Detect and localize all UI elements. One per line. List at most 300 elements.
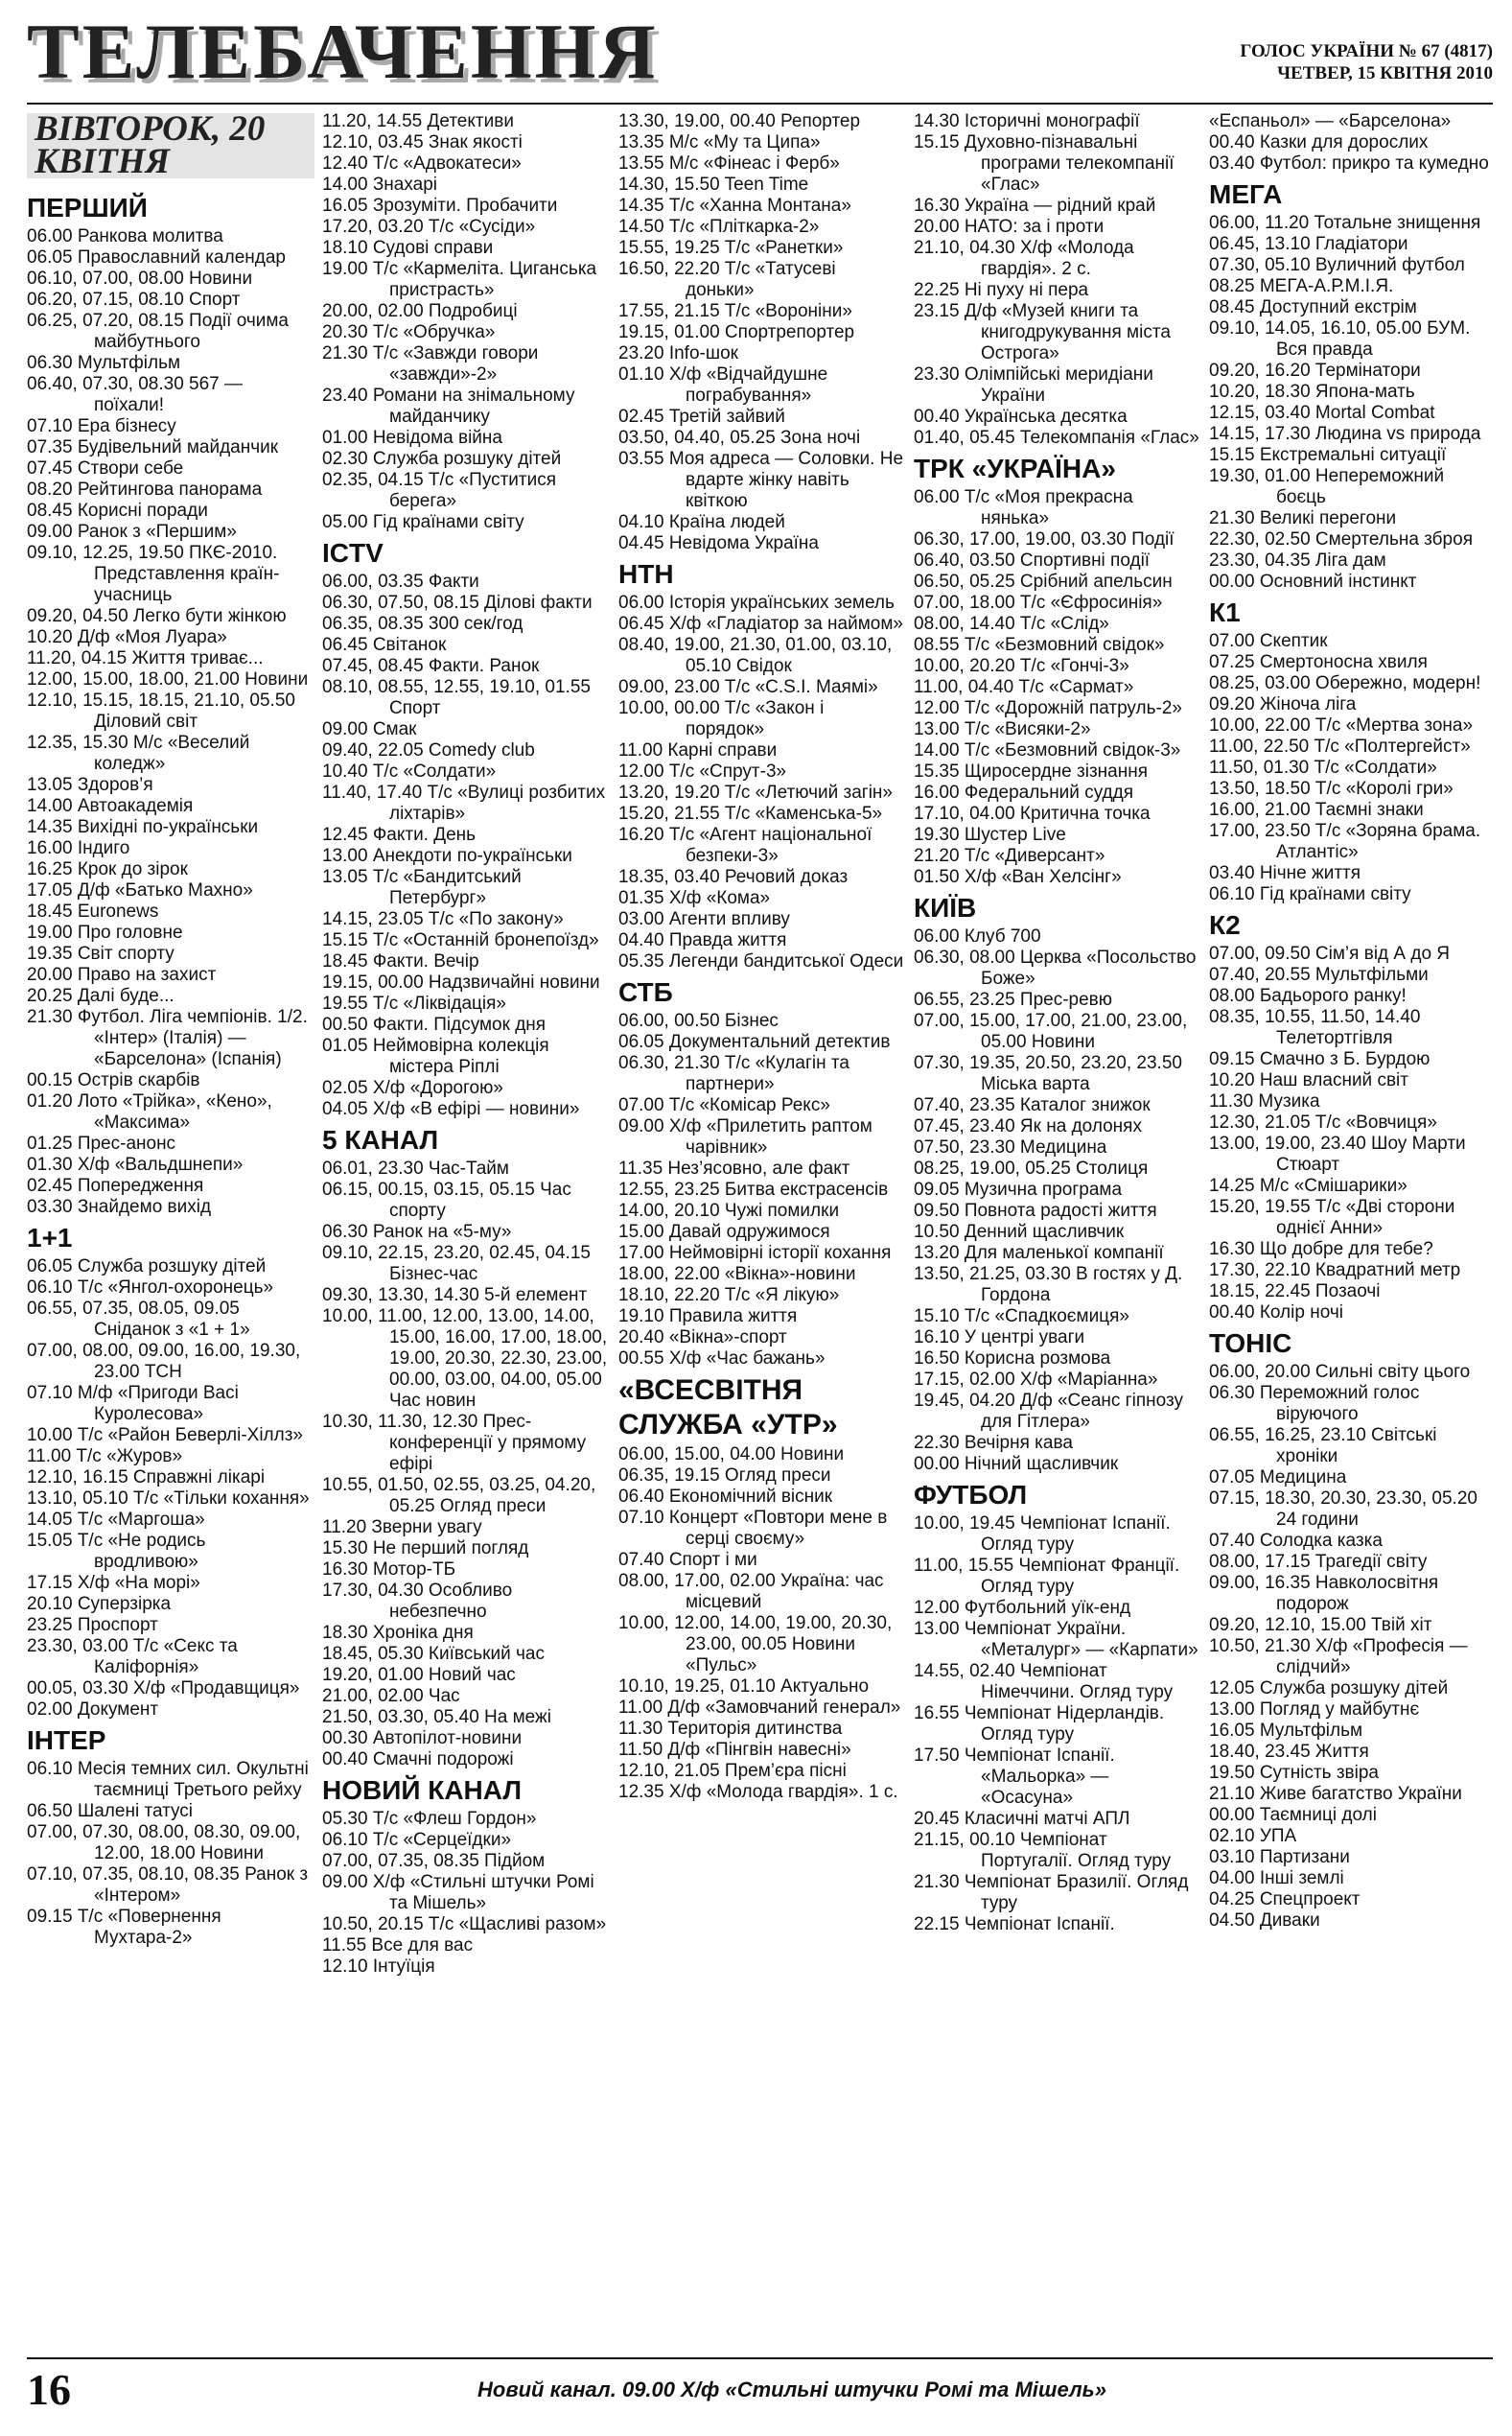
program-item: 06.40 Економічний вісник [618, 1487, 833, 1507]
program-item: 14.15, 23.05 Т/с «По закону» [322, 909, 564, 929]
program-item: 12.00 Т/с «Дорожній патруль-2» [914, 698, 1182, 718]
program-item: 11.50, 01.30 Т/с «Солдати» [1209, 758, 1437, 778]
program-item: 07.40 Спорт і ми [618, 1550, 757, 1570]
program-item: 23.15 Д/ф «Музей книги та книгодрукування міста Острога» [914, 301, 1171, 363]
program-item: 05.00 Гід країнами світу [322, 512, 524, 532]
program-item: 16.00 Федеральний суддя [914, 783, 1134, 803]
program-item: 04.00 Інші землі [1209, 1868, 1344, 1888]
program-item: 16.00, 21.00 Таємні знаки [1209, 800, 1424, 820]
program-list [322, 111, 610, 533]
program-item: 14.15, 17.30 Людина vs природа [1209, 424, 1481, 444]
program-item: 07.00, 15.00, 17.00, 21.00, 23.00, 05.00 Новини [914, 1011, 1188, 1052]
program-item: 19.00 Т/с «Кармеліта. Циганська пристрасть» [322, 259, 597, 300]
program-item: 06.50 Шалені татусі [27, 1801, 194, 1821]
program-item: 06.55, 23.25 Прес-ревю [914, 990, 1113, 1010]
program-item: 11.00, 22.50 Т/с «Полтергейст» [1209, 737, 1471, 757]
program-item: 07.00, 07.35, 08.35 Підйом [322, 1851, 546, 1871]
program-item: 20.25 Далі буде... [27, 986, 174, 1006]
program-item: 15.10 Т/с «Спадкоємиця» [914, 1306, 1129, 1326]
program-item: 12.00, 15.00, 18.00, 21.00 Новини [27, 669, 309, 690]
program-item: 12.35 Х/ф «Молода гвардія». 1 с. [618, 1782, 898, 1802]
program-item: 10.50, 20.15 Т/с «Щасливі разом» [322, 1914, 607, 1934]
program-item: 15.15 Екстремальні ситуації [1209, 445, 1447, 465]
program-item: 20.00, 02.00 Подробиці [322, 301, 518, 321]
masthead-title: ТЕЛЕБАЧЕННЯ [27, 8, 659, 95]
program-item: 20.10 Суперзірка [27, 1594, 172, 1614]
program-item: 23.30, 04.35 Ліга дам [1209, 550, 1386, 571]
program-list [1209, 213, 1494, 593]
program-item: 11.40, 17.40 Т/с «Вулиці розбитих ліхтарів» [322, 783, 606, 824]
program-item: 16.30 Що добре для тебе? [1209, 1239, 1433, 1259]
program-item: 17.15, 02.00 Х/ф «Маріанна» [914, 1370, 1158, 1390]
program-item: 08.00 Бадьорого ранку! [1209, 986, 1407, 1006]
program-item: 21.30 Чемпіонат Бразилії. Огляд туру [914, 1872, 1189, 1913]
program-list [322, 1159, 610, 1770]
program-item: 19.00 Про головне [27, 923, 183, 943]
program-item: 06.30 Переможний голос віруючого [1209, 1383, 1420, 1424]
program-item: 03.40 Нічне життя [1209, 863, 1361, 883]
program-item: 12.00 Футбольний уїк-енд [914, 1598, 1131, 1618]
program-item: 13.35 М/с «Му та Ципа» [618, 132, 821, 152]
program-item: 07.45, 23.40 Як на долонях [914, 1116, 1142, 1136]
program-item: 08.25, 19.00, 05.25 Столиця [914, 1159, 1149, 1179]
channel-title: 1+1 [27, 1223, 73, 1253]
program-item: 10.00, 19.45 Чемпіонат Іспанії. Огляд туру [914, 1513, 1171, 1555]
program-item: 06.00 Історія українських земель [618, 593, 895, 613]
program-item: 07.10 М/ф «Пригоди Васі Куролесова» [27, 1383, 239, 1424]
program-item: 07.30, 19.35, 20.50, 23.20, 23.50 Міська варта [914, 1053, 1182, 1094]
program-item: 22.25 Ні пуху ні пера [914, 280, 1089, 300]
program-item: 23.25 Проспорт [27, 1615, 158, 1635]
day-title: ВІВТОРОК, 20 КВІТНЯ [27, 113, 314, 178]
program-item: 17.20, 03.20 Т/с «Сусіди» [322, 217, 536, 237]
page-number: 16 [27, 2365, 71, 2414]
program-list [914, 1513, 1201, 1935]
program-item: 09.10, 22.15, 23.20, 02.45, 04.15 Бізнес-час [322, 1243, 591, 1284]
program-item: 06.05 Документальний детектив [618, 1032, 891, 1052]
program-item: 12.10, 15.15, 18.15, 21.10, 05.50 Діловий світ [27, 691, 295, 732]
program-list [27, 1759, 314, 1949]
program-item: 12.10, 21.05 Прем’єра пісні [618, 1761, 847, 1781]
newspaper-issue: ГОЛОС УКРАЇНИ № 67 (4817) [1240, 41, 1493, 61]
program-item: 09.00 Ранок з «Першим» [27, 522, 237, 542]
program-item: 06.10 Т/с «Янгол-охоронець» [27, 1277, 274, 1298]
program-item: 00.00 Таємниці долі [1209, 1805, 1377, 1825]
program-item: 19.15, 00.00 Надзвичайні новини [322, 972, 600, 993]
program-item: 06.55, 07.35, 08.05, 09.05 Сніданок з «1 + 1» [27, 1299, 250, 1340]
program-item: 03.40 Футбол: прикро та кумедно [1209, 153, 1489, 174]
program-item: 07.40, 23.35 Каталог знижок [914, 1095, 1151, 1115]
program-list [618, 1011, 906, 1370]
program-item: 23.20 Info-шок [618, 343, 738, 363]
program-item: 15.35 Щиросердне зізнання [914, 761, 1148, 782]
schedule-column-1 [27, 111, 314, 2355]
channel-title: СТБ [618, 977, 673, 1007]
program-item: 14.25 М/с «Смішарики» [1209, 1176, 1407, 1196]
program-list [914, 926, 1201, 1475]
program-item: 10.30, 11.30, 12.30 Прес-конференції у прямому ефірі [322, 1412, 587, 1474]
program-item: 20.40 «Вікна»-спорт [618, 1327, 787, 1347]
program-item: 06.40, 07.30, 08.30 567 — поїхали! [27, 374, 244, 415]
program-item: 19.20, 01.00 Новий час [322, 1665, 516, 1685]
program-item: 07.10 Ера бізнесу [27, 416, 176, 436]
program-item: 00.00 Нічний щасливчик [914, 1454, 1119, 1474]
program-item: 01.20 Лото «Трійка», «Кено», «Максима» [27, 1091, 272, 1133]
program-item: 06.35, 19.15 Огляд преси [618, 1465, 831, 1486]
program-item: 21.30 Великі перегони [1209, 508, 1397, 528]
program-item: 19.55 Т/с «Ліквідація» [322, 994, 506, 1014]
program-item: 06.05 Православний календар [27, 247, 286, 268]
program-item: 12.45 Факти. День [322, 825, 477, 845]
program-item: 13.50, 18.50 Т/с «Королі гри» [1209, 779, 1454, 799]
program-item: 13.00 Погляд у майбутнє [1209, 1699, 1420, 1720]
program-item: 20.00 НАТО: за і проти [914, 217, 1105, 237]
program-item: 06.45 Х/ф «Гладіатор за наймом» [618, 614, 903, 634]
program-item: 13.00 Чемпіонат України. «Металург» — «Карпати» [914, 1619, 1198, 1660]
channel-title: КИЇВ [914, 893, 977, 923]
program-item: 09.20, 12.10, 15.00 Твій хіт [1209, 1615, 1432, 1635]
program-item: 07.50, 23.30 Медицина [914, 1137, 1107, 1158]
program-item: 11.30 Територія дитинства [618, 1719, 843, 1739]
program-item: 19.50 Сутність звіра [1209, 1763, 1380, 1783]
program-item: 18.45, 05.30 Київський час [322, 1644, 545, 1664]
program-item: 06.10, 07.00, 08.00 Новини [27, 269, 253, 289]
program-item: 11.55 Все для вас [322, 1935, 474, 1956]
program-item: 17.50 Чемпіонат Іспанії. «Мальорка» — «Осасуна» [914, 1745, 1115, 1808]
program-list [1209, 1362, 1494, 1932]
program-item: 15.15 Т/с «Останній бронепоїзд» [322, 930, 599, 950]
program-item: 19.30 Шустер Live [914, 825, 1066, 845]
channel-title: К2 [1209, 910, 1241, 940]
page-header [0, 0, 1512, 105]
program-item: 06.30, 07.50, 08.15 Ділові факти [322, 593, 593, 613]
program-item: 06.30, 08.00 Церква «Посольство Боже» [914, 948, 1197, 989]
program-item: 00.40 Українська десятка [914, 407, 1128, 427]
program-item: 04.50 Диваки [1209, 1910, 1320, 1931]
program-item: 11.20, 04.15 Життя триває... [27, 648, 264, 668]
program-item: 06.10 Гід країнами світу [1209, 884, 1411, 904]
program-item: 06.10 Т/с «Серцеїдки» [322, 1830, 512, 1850]
program-item: 06.50, 05.25 Срібний апельсин [914, 572, 1173, 592]
issue-date: ЧЕТВЕР, 15 КВІТНЯ 2010 [1277, 63, 1493, 83]
program-item: 16.50, 22.20 Т/с «Татусеві доньки» [618, 259, 836, 300]
channel-title: «ВСЕСВІТНЯ СЛУЖБА «УТР» [618, 1374, 838, 1441]
program-item: 22.15 Чемпіонат Іспанії. [914, 1914, 1115, 1934]
program-item: 09.15 Т/с «Повернення Мухтара-2» [27, 1907, 221, 1948]
program-item: 10.00, 00.00 Т/с «Закон і порядок» [618, 698, 825, 739]
program-item: 00.50 Факти. Підсумок дня [322, 1015, 547, 1035]
program-item: 07.05 Медицина [1209, 1467, 1347, 1487]
program-item: 23.40 Романи на знімальному майданчику [322, 386, 575, 427]
schedule-column-5 [1209, 111, 1494, 2355]
program-item: 03.10 Партизани [1209, 1847, 1350, 1867]
program-item: 00.40 Колір ночі [1209, 1302, 1343, 1323]
program-item: 07.10, 07.35, 08.10, 08.35 Ранок з «Інтером» [27, 1864, 309, 1906]
program-item: 12.05 Служба розшуку дітей [1209, 1678, 1449, 1698]
program-item: 07.40 Солодка казка [1209, 1531, 1383, 1551]
program-item: 12.00 Т/с «Спрут-3» [618, 761, 787, 782]
program-item: 11.00, 15.55 Чемпіонат Франції. Огляд туру [914, 1556, 1180, 1597]
program-item: 10.40 Т/с «Солдати» [322, 761, 497, 782]
program-item: 21.20 Т/с «Диверсант» [914, 846, 1105, 866]
program-item: 03.50, 04.40, 05.25 Зона ночі [618, 428, 861, 448]
program-item: 06.00, 03.35 Факти [322, 572, 479, 592]
program-item: 12.10 Інтуїція [322, 1956, 435, 1977]
program-item: 06.00 Клуб 700 [914, 926, 1041, 947]
program-item: 18.45 Факти. Вечір [322, 951, 479, 972]
program-item: 14.00, 20.10 Чужі помилки [618, 1201, 840, 1221]
program-item: 13.20 Для маленької компанії [914, 1243, 1164, 1263]
program-item: 07.00, 08.00, 09.00, 16.00, 19.30, 23.00 ТСН [27, 1341, 301, 1382]
program-list [1209, 111, 1494, 175]
program-item: 19.35 Світ спорту [27, 944, 174, 964]
program-item: 09.40, 22.05 Comedy club [322, 740, 535, 761]
channel-title: НТН [618, 559, 674, 589]
program-item: 11.30 Музика [1209, 1091, 1320, 1112]
channel-title: НОВИЙ КАНАЛ [322, 1775, 522, 1805]
program-item: 06.00, 11.20 Тотальне знищення [1209, 213, 1481, 233]
program-item: 10.20 Наш власний світ [1209, 1070, 1408, 1090]
program-item: 18.45 Euronews [27, 902, 159, 922]
program-item: 08.00, 17.00, 02.00 Україна: час місцевий [618, 1571, 884, 1612]
program-item: 11.50 Д/ф «Пінгвін навесні» [618, 1740, 851, 1760]
program-item: 01.25 Прес-анонс [27, 1134, 176, 1154]
program-item: 08.00, 17.15 Трагедії світу [1209, 1552, 1428, 1572]
program-item: 00.15 Острів скарбів [27, 1070, 200, 1090]
program-item: 06.01, 23.30 Час-Тайм [322, 1159, 509, 1179]
program-item: 06.45, 13.10 Гладіатори [1209, 234, 1408, 254]
program-item: 09.00, 23.00 Т/с «C.S.I. Маямі» [618, 677, 878, 697]
program-item: 13.05 Т/с «Бандитський Петербург» [322, 867, 522, 908]
program-item: 06.55, 16.25, 23.10 Світські хроніки [1209, 1425, 1437, 1466]
program-item: 07.25 Смертоносна хвиля [1209, 652, 1428, 672]
program-item: 10.00 Т/с «Район Беверлі-Хіллз» [27, 1425, 303, 1445]
program-item: 09.30, 13.30, 14.30 5-й елемент [322, 1285, 588, 1305]
program-item: 15.55, 19.25 Т/с «Ранетки» [618, 238, 844, 258]
program-item: 12.15, 03.40 Mortal Combat [1209, 403, 1435, 423]
program-item: 06.20, 07.15, 08.10 Спорт [27, 290, 241, 310]
program-item: 02.45 Попередження [27, 1176, 204, 1196]
program-item: 19.10 Правила життя [618, 1306, 798, 1326]
program-item: 15.20, 21.55 Т/с «Каменська-5» [618, 804, 883, 824]
program-item: 18.10 Судові справи [322, 238, 494, 258]
program-item: 18.15, 22.45 Позаочі [1209, 1281, 1381, 1301]
program-item: 07.40, 20.55 Мультфільми [1209, 965, 1429, 985]
program-item: 17.15 Х/ф «На морі» [27, 1573, 200, 1593]
program-item: 04.10 Країна людей [618, 512, 785, 532]
program-item: 10.50 Денний щасливчик [914, 1222, 1125, 1242]
program-item: 16.10 У центрі уваги [914, 1327, 1085, 1347]
program-item: 02.10 УПА [1209, 1826, 1297, 1846]
program-item: 09.20, 04.50 Легко бути жінкою [27, 606, 287, 626]
program-item: 15.00 Давай одружимося [618, 1222, 830, 1242]
schedule-column-4 [914, 111, 1201, 2355]
program-item: «Еспаньол» — «Барселона» [1209, 111, 1452, 131]
program-item: 10.00, 20.20 Т/с «Гончі-3» [914, 656, 1129, 676]
program-item: 10.00, 12.00, 14.00, 19.00, 20.30, 23.00, 00.05 Новини «Пульс» [618, 1613, 893, 1675]
program-item: 16.20 Т/с «Агент національної безпеки-3» [618, 825, 872, 866]
program-item: 13.10, 05.10 Т/с «Тільки кохання» [27, 1488, 310, 1509]
program-item: 20.00 Право на захист [27, 965, 217, 985]
schedule-column-2 [322, 111, 610, 2355]
program-item: 01.35 Х/ф «Кома» [618, 888, 771, 908]
program-item: 22.30, 02.50 Смертельна зброя [1209, 529, 1473, 550]
program-item: 07.00, 09.50 Сім’я від А до Я [1209, 944, 1451, 964]
channel-title: ICTV [322, 538, 384, 568]
program-item: 02.45 Третій зайвий [618, 407, 785, 427]
program-list [618, 111, 906, 554]
program-item: 02.30 Служба розшуку дітей [322, 449, 562, 469]
program-item: 14.35 Вихідні по-українськи [27, 817, 259, 837]
program-item: 18.10, 22.20 Т/с «Я лікую» [618, 1285, 840, 1305]
program-item: 00.00 Основний інстинкт [1209, 572, 1417, 592]
program-list [322, 1809, 610, 1978]
program-item: 18.30 Хроніка дня [322, 1623, 474, 1643]
program-item: 17.05 Д/ф «Батько Махно» [27, 880, 253, 901]
program-item: 06.00, 15.00, 04.00 Новини [618, 1444, 845, 1464]
program-item: 06.35, 08.35 300 сек/год [322, 614, 523, 634]
program-item: 08.00, 14.40 Т/с «Слід» [914, 614, 1109, 634]
program-item: 11.20, 14.55 Детективи [322, 111, 514, 131]
program-item: 17.55, 21.15 Т/с «Вороніни» [618, 301, 852, 321]
program-item: 06.30, 21.30 Т/с «Кулагін та партнери» [618, 1053, 849, 1094]
program-item: 18.00, 22.00 «Вікна»-новини [618, 1264, 856, 1284]
header-rule [27, 103, 1493, 105]
program-item: 06.00 Т/с «Моя прекрасна нянька» [914, 487, 1133, 528]
program-item: 09.00 Х/ф «Стильні штучки Ромі та Мішель» [322, 1872, 594, 1913]
program-item: 20.45 Класичні матчі АПЛ [914, 1809, 1130, 1829]
footer-promo: Новий канал. 09.00 Х/ф «Стильні штучки Ромі та Мішель» [477, 2377, 1106, 2401]
program-item: 00.05, 03.30 Х/ф «Продавщиця» [27, 1678, 300, 1698]
program-item: 09.00, 16.35 Навколосвітня подорож [1209, 1573, 1439, 1614]
program-item: 10.20, 18.30 Япона-мать [1209, 382, 1415, 402]
channel-title: К1 [1209, 597, 1241, 627]
program-item: 09.50 Повнота радості життя [914, 1201, 1157, 1221]
program-item: 07.00 Скептик [1209, 631, 1328, 651]
program-item: 17.10, 04.00 Критична точка [914, 804, 1151, 824]
program-item: 21.30 Футбол. Ліга чемпіонів. 1/2. «Інтер» (Італія) — «Барселона» (Іспанія) [27, 1007, 308, 1069]
program-list [914, 487, 1201, 888]
program-item: 06.00, 20.00 Сильні світу цього [1209, 1362, 1471, 1382]
program-item: 08.10, 08.55, 12.55, 19.10, 01.55 Спорт [322, 677, 591, 718]
program-item: 00.40 Смачні подорожі [322, 1749, 514, 1769]
program-item: 19.30, 01.00 Непереможний боєць [1209, 466, 1445, 507]
program-item: 05.30 Т/с «Флеш Гордон» [322, 1809, 537, 1829]
program-item: 06.15, 00.15, 03.15, 05.15 Час спорту [322, 1180, 571, 1221]
program-item: 16.05 Мультфільм [1209, 1721, 1363, 1741]
channel-title: ІНТЕР [27, 1725, 106, 1755]
program-item: 12.30, 21.05 Т/с «Вовчиця» [1209, 1113, 1437, 1133]
program-item: 16.30 Мотор-ТБ [322, 1559, 456, 1580]
program-item: 01.10 Х/ф «Відчайдушне пограбування» [618, 364, 828, 406]
program-item: 10.20 Д/ф «Моя Луара» [27, 627, 227, 647]
program-item: 07.45, 08.45 Факти. Ранок [322, 656, 540, 676]
program-item: 07.15, 18.30, 20.30, 23.30, 05.20 24 години [1209, 1488, 1477, 1530]
program-item: 08.25, 03.00 Обережно, модерн! [1209, 673, 1481, 693]
program-item: 23.30 Олімпійські меридіани України [914, 364, 1153, 406]
program-item: 18.40, 23.45 Життя [1209, 1742, 1369, 1762]
program-item: 06.30, 17.00, 19.00, 03.30 Події [914, 529, 1175, 550]
program-item: 13.30, 19.00, 00.40 Репортер [618, 111, 861, 131]
program-item: 14.05 Т/с «Маргоша» [27, 1510, 205, 1530]
program-item: 03.30 Знайдемо вихід [27, 1197, 212, 1217]
program-item: 14.50 Т/с «Пліткарка-2» [618, 217, 820, 237]
program-item: 04.05 Х/ф «В ефірі — новини» [322, 1099, 580, 1119]
program-item: 22.30 Вечірня кава [914, 1433, 1073, 1453]
program-item: 14.30 Історичні монографії [914, 111, 1140, 131]
program-item: 06.25, 07.20, 08.15 Події очима майбутнього [27, 311, 289, 352]
program-item: 21.00, 02.00 Час [322, 1686, 460, 1706]
program-item: 09.20 Жіноча ліга [1209, 694, 1357, 714]
program-item: 09.10, 14.05, 16.10, 05.00 БУМ. Вся правда [1209, 318, 1471, 360]
program-list [1209, 944, 1494, 1323]
program-item: 16.25 Крок до зірок [27, 859, 188, 879]
program-list [322, 572, 610, 1120]
program-item: 15.20, 19.55 Т/с «Дві сторони однієї Анни» [1209, 1197, 1455, 1238]
program-item: 14.00 Автоакадемія [27, 796, 194, 816]
program-item: 04.25 Спецпроект [1209, 1889, 1361, 1909]
channel-title: 5 КАНАЛ [322, 1125, 439, 1155]
program-item: 11.00 Карні справи [618, 740, 778, 761]
program-item: 10.00, 11.00, 12.00, 13.00, 14.00, 15.00, 16.00, 17.00, 18.00, 19.00, 20.30, 22.30, 23.00, 00.00, 03.00, 04.00, 05.00 Час новин [322, 1306, 608, 1411]
channel-title: ТРК «УКРАЇНА» [914, 454, 1116, 483]
channel-title: ТОНІС [1209, 1328, 1292, 1358]
program-list [1209, 631, 1494, 905]
program-item: 13.50, 21.25, 03.30 В гостях у Д. Гордона [914, 1264, 1183, 1305]
program-item: 10.55, 01.50, 02.55, 03.25, 04.20, 05.25 Огляд преси [322, 1475, 596, 1516]
program-item: 02.35, 04.15 Т/с «Пуститися берега» [322, 470, 557, 511]
program-item: 01.05 Неймовірна колекція містера Ріплі [322, 1036, 549, 1077]
program-item: 15.15 Духовно-пізнавальні програми телекомпанії «Глас» [914, 132, 1175, 195]
program-item: 14.00 Знахарі [322, 175, 438, 195]
program-item: 20.30 Т/с «Обручка» [322, 322, 496, 342]
program-item: 21.15, 00.10 Чемпіонат Португалії. Огляд туру [914, 1830, 1172, 1871]
program-item: 13.00, 19.00, 23.40 Шоу Марти Стюарт [1209, 1134, 1466, 1175]
program-item: 00.55 Х/ф «Час бажань» [618, 1348, 826, 1369]
program-item: 16.05 Зрозуміти. Пробачити [322, 196, 558, 216]
program-item: 17.00, 23.50 Т/с «Зоряна брама. Атлантіс» [1209, 821, 1481, 862]
program-item: 09.00 Х/ф «Прилетить раптом чарівник» [618, 1116, 872, 1158]
program-item: 17.30, 22.10 Квадратний метр [1209, 1260, 1461, 1280]
program-item: 00.40 Казки для дорослих [1209, 132, 1429, 152]
program-item: 08.35, 10.55, 11.50, 14.40 Телетортгівля [1209, 1007, 1421, 1048]
program-item: 01.50 Х/ф «Ван Хелсінг» [914, 867, 1122, 887]
program-item: 08.45 Доступний екстрім [1209, 297, 1417, 317]
program-item: 07.35 Будівельний майданчик [27, 437, 279, 457]
program-item: 16.30 Україна — рідний край [914, 196, 1156, 216]
program-item: 21.50, 03.30, 05.40 На межі [322, 1707, 551, 1727]
program-item: 11.35 Нез’ясовно, але факт [618, 1159, 850, 1179]
program-list [618, 1444, 906, 1803]
program-item: 12.40 Т/с «Адвокатеси» [322, 153, 522, 174]
program-item: 12.10, 03.45 Знак якості [322, 132, 523, 152]
program-item: 07.10 Концерт «Повтори мене в серці своєму» [618, 1508, 888, 1549]
program-item: 13.00 Анекдоти по-українськи [322, 846, 572, 866]
program-item: 16.50 Корисна розмова [914, 1348, 1111, 1369]
program-item: 07.30, 05.10 Вуличний футбол [1209, 255, 1465, 275]
program-item: 06.30 Ранок на «5-му» [322, 1222, 512, 1242]
schedule-column-3 [618, 111, 906, 2355]
program-item: 03.55 Моя адреса — Соловки. Не вдарте жінку навіть квіткою [618, 449, 904, 511]
program-item: 07.00, 07.30, 08.00, 08.30, 09.00, 12.00, 18.00 Новини [27, 1822, 301, 1863]
program-item: 02.00 Документ [27, 1699, 159, 1720]
program-item: 14.55, 02.40 Чемпіонат Німеччини. Огляд туру [914, 1661, 1174, 1702]
program-item: 12.10, 16.15 Справжні лікарі [27, 1467, 266, 1487]
program-item: 21.10, 04.30 Х/ф «Молода гвардія». 2 с. [914, 238, 1134, 279]
program-item: 10.00, 22.00 Т/с «Мертва зона» [1209, 715, 1474, 736]
program-item: 08.20 Рейтингова панорама [27, 480, 263, 500]
program-item: 17.30, 04.30 Особливо небезпечно [322, 1581, 513, 1622]
